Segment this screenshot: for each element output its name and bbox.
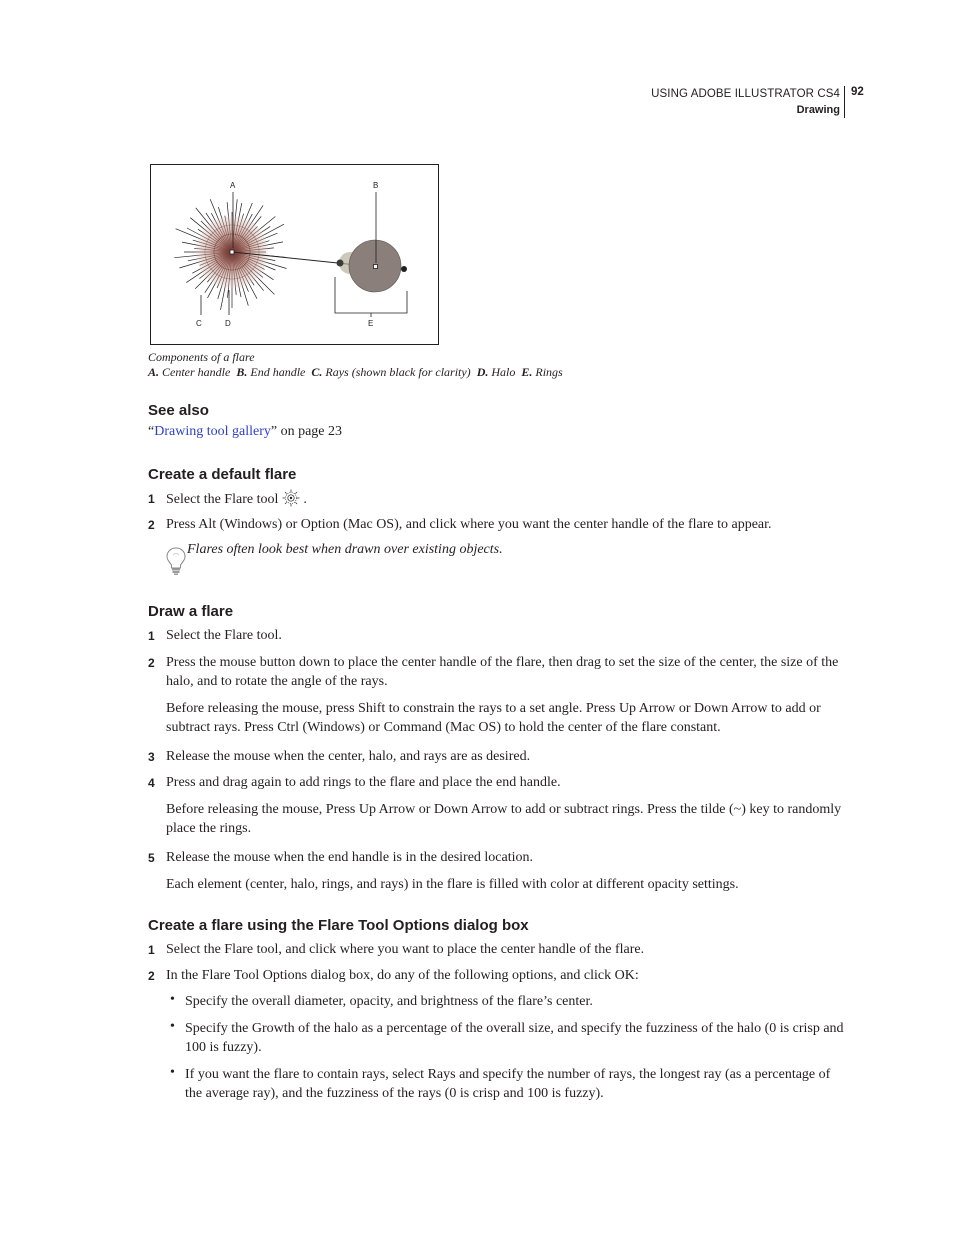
end-handle xyxy=(374,265,378,269)
figure-caption xyxy=(148,350,563,379)
flare-illustration xyxy=(151,165,440,346)
callout-b: B xyxy=(373,181,379,190)
step-number: 3 xyxy=(148,750,155,764)
lightbulb-icon xyxy=(165,546,187,581)
bullet-marker: • xyxy=(170,1019,175,1034)
callout-e: E xyxy=(368,319,374,328)
step-number: 5 xyxy=(148,851,155,865)
step-number: 1 xyxy=(148,629,155,643)
draw-flare-step-5: Release the mouse when the end handle is in the desired location. xyxy=(166,850,534,865)
step-number: 2 xyxy=(148,518,155,532)
caption-title: Components of a flare xyxy=(148,350,255,364)
draw-flare-step-5-note: Each element (center, halo, rings, and rays) in the flare is filled with color at different opacity settings. xyxy=(166,877,739,892)
options-bullet-1: Specify the overall diameter, opacity, and brightness of the flare’s center. xyxy=(185,994,593,1009)
see-also-reference: “Drawing tool gallery” on page 23 xyxy=(148,424,343,439)
step-number: 1 xyxy=(148,943,155,957)
running-header-title: USING ADOBE ILLUSTRATOR CS4 xyxy=(651,88,840,100)
draw-flare-heading: Draw a flare xyxy=(148,603,234,620)
caption-items: A. Center handle B. End handle C. Rays (shown black for clarity) D. Halo E. Rings xyxy=(148,364,563,379)
page-number: 92 xyxy=(851,86,864,98)
flare-tool-icon xyxy=(282,489,300,513)
default-flare-step-1: Select the Flare tool . xyxy=(166,489,844,513)
center-handle xyxy=(230,250,234,254)
step-number: 2 xyxy=(148,969,155,983)
draw-flare-step-4-note: Before releasing the mouse, Press Up Arrow or Down Arrow to add or subtract rings. Press the tilde (~) key to randomly place the rings. xyxy=(166,802,842,836)
default-flare-heading: Create a default flare xyxy=(148,466,297,483)
draw-flare-step-2-note: Before releasing the mouse, press Shift to constrain the rays to a set angle. Press Up Arrow or Down Arrow to add or subtract rays. Press Ctrl (Windows) or Command (Mac OS) to hold the center of the flare constant. xyxy=(166,701,821,735)
options-step-1: Select the Flare tool, and click where you want to place the center handle of the flare. xyxy=(166,942,645,957)
callout-a: A xyxy=(230,181,236,190)
draw-flare-step-1: Select the Flare tool. xyxy=(166,628,282,643)
step-number: 1 xyxy=(148,492,155,506)
draw-flare-step-3: Release the mouse when the center, halo, and rays are as desired. xyxy=(166,749,531,764)
bullet-marker: • xyxy=(170,1065,175,1080)
callout-d: D xyxy=(225,319,231,328)
see-also-heading: See also xyxy=(148,402,209,419)
tip-text: Flares often look best when drawn over existing objects. xyxy=(187,542,503,557)
options-step-2: In the Flare Tool Options dialog box, do any of the following options, and click OK: xyxy=(166,968,639,983)
options-bullet-3: If you want the flare to contain rays, select Rays and specify the number of rays, the longest ray (as a percentage of the average ray), and the fuzziness of the rays (0 is crisp and 100 is fuzzy). xyxy=(185,1067,831,1101)
draw-flare-step-2: Press the mouse button down to place the center handle of the flare, then drag to set the size of the center, the size of the halo, and to rotate the angle of the rays. xyxy=(166,655,839,689)
draw-flare-step-4: Press and drag again to add rings to the flare and place the end handle. xyxy=(166,775,561,790)
flare-ring-dot xyxy=(337,260,344,267)
drawing-tool-gallery-link[interactable]: Drawing tool gallery xyxy=(154,424,271,439)
bullet-marker: • xyxy=(170,992,175,1007)
running-header-section: Drawing xyxy=(796,104,840,116)
options-dialog-heading: Create a flare using the Flare Tool Options dialog box xyxy=(148,917,529,934)
step-number: 2 xyxy=(148,656,155,670)
options-bullet-2: Specify the Growth of the halo as a percentage of the overall size, and specify the fuzziness of the halo (0 is crisp and 100 is fuzzy). xyxy=(185,1021,844,1055)
flare-figure xyxy=(150,164,439,345)
header-divider xyxy=(844,86,845,118)
flare-ring-dot-small xyxy=(401,266,407,272)
default-flare-step-2: Press Alt (Windows) or Option (Mac OS), and click where you want the center handle of the flare to appear. xyxy=(166,517,772,532)
callout-c: C xyxy=(196,319,202,328)
step-number: 4 xyxy=(148,776,155,790)
